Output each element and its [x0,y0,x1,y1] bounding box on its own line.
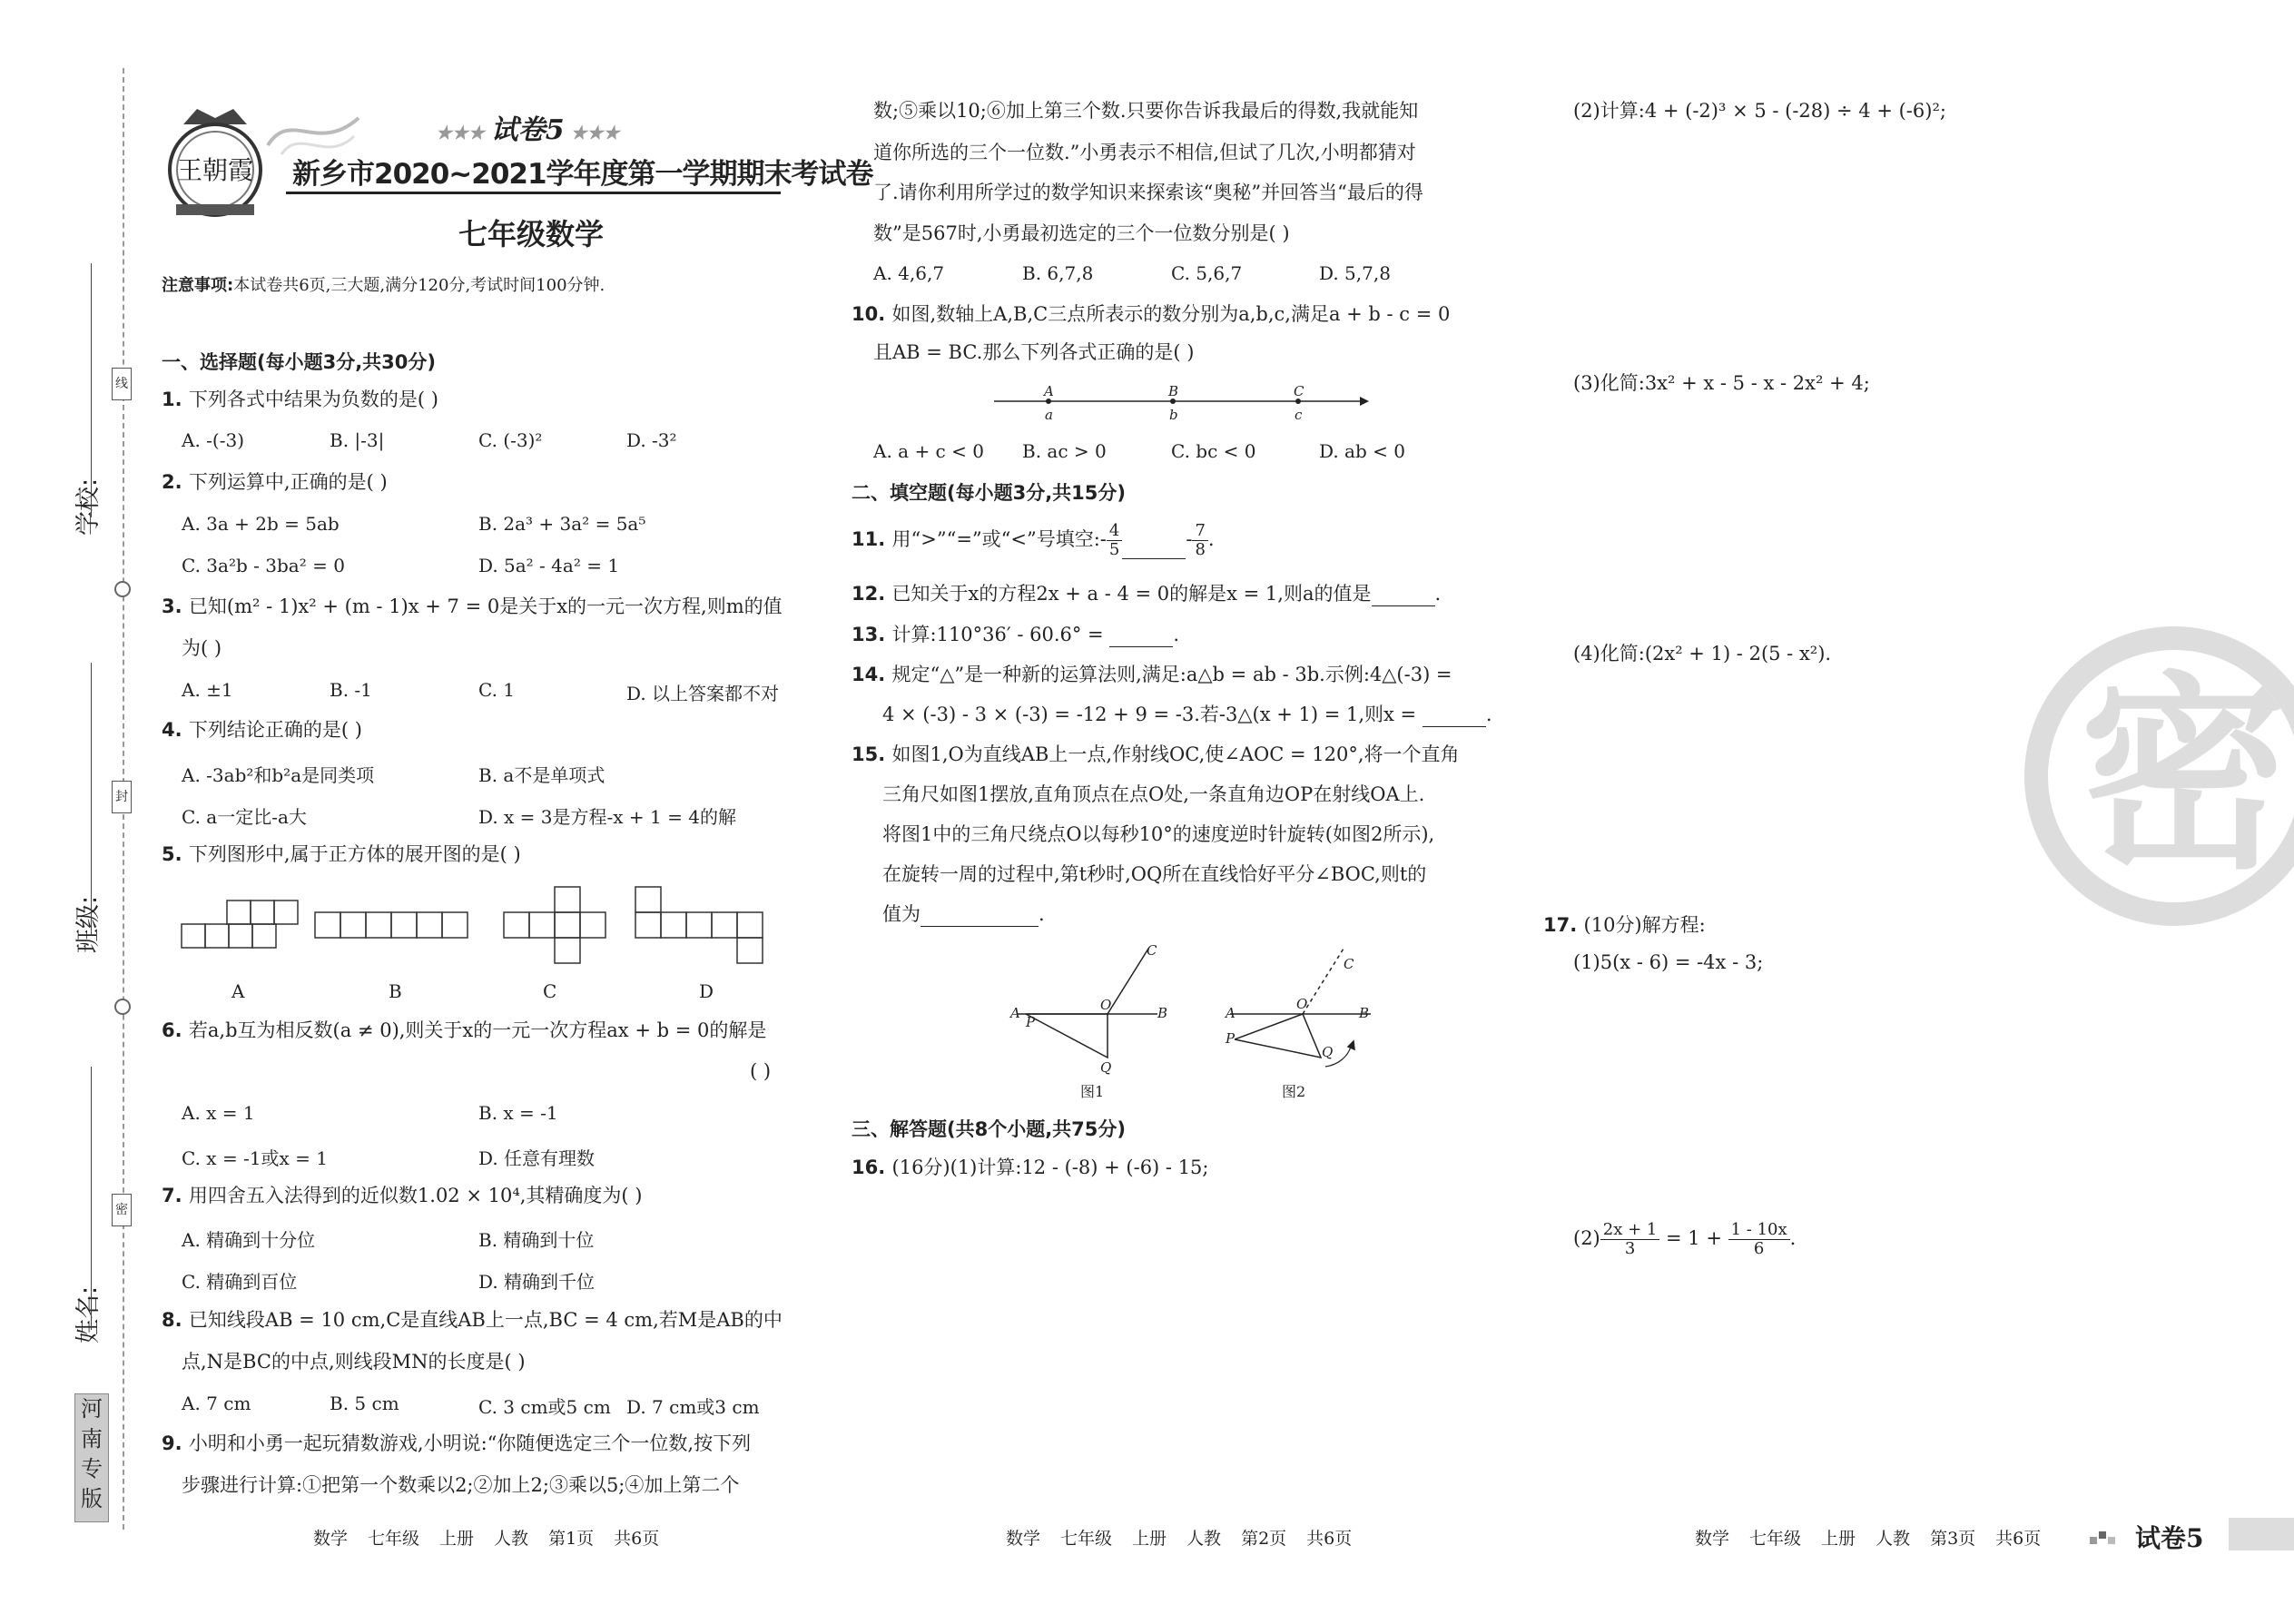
notice-label: 注意事项: [162,276,234,295]
q14-blank[interactable] [1423,708,1486,727]
class-label: 班级: [74,895,103,953]
q3-stem-2: 为( ) [182,637,222,659]
q10-option-d: D. ab < 0 [1319,440,1405,462]
q9-option-b: B. 6,7,8 [1022,262,1094,284]
name-label: 姓名: [74,1285,103,1343]
province-char: 南 [81,1426,103,1452]
province-tag [74,1393,109,1522]
q4-option-b: B. a不是单项式 [478,764,605,786]
q10-option-b: B. ac > 0 [1022,440,1107,462]
axis-label-A: A [1044,383,1054,399]
q9-option-a: A. 4,6,7 [873,262,945,284]
q11-stem: 11. 用“>”“=”或“<”号填空:- $\frac{4}{5}$ - $\frac{7}{8}$ . [852,521,1215,559]
q3-option-c: C. 1 [478,679,516,701]
q2-option-b: B. 2a³ + 3a² = 5a⁵ [478,513,646,535]
axis-label-B: B [1168,383,1179,399]
q5-stem: 5. 下列图形中,属于正方体的展开图的是( ) [162,843,521,865]
q14-stem-2: 4 × (-3) - 3 × (-3) = -12 + 9 = -3.若-3△(x + 1) = 1,则x = . [882,704,1492,725]
class-line [91,663,92,935]
q1-option-c: C. (-3)² [478,429,543,451]
footer-tag-decor [2088,1528,2124,1546]
q8-option-a: A. 7 cm [182,1393,251,1414]
q6-option-c: C. x = -1或x = 1 [182,1147,329,1169]
svg-text:王朝霞: 王朝霞 [176,155,254,185]
fig1-label-C: C [1147,942,1157,959]
q9-stem-5: 了.请你利用所学过的数学知识来探索该“奥秘”并回答当“最后的得 [873,182,1423,203]
section3-title: 三、解答题(共8个小题,共75分) [852,1118,1127,1140]
footer-gray-bar [2229,1518,2294,1550]
name-line [91,1067,92,1330]
q3-option-a: A. ±1 [182,679,233,701]
subject-title: 七年级数学 [458,217,605,251]
q4-option-c: C. a一定比-a大 [182,806,307,828]
q6-paren: ( ) [750,1060,772,1082]
q2-stem: 2. 下列运算中,正确的是( ) [162,471,388,493]
watermark-char: 密 [2080,655,2289,898]
q10-stem: 10. 如图,数轴上A,B,C三点所表示的数分别为a,b,c,满足a + b - c = 0 [852,303,1451,325]
q9-stem-3: 数;⑤乘以10;⑥加上第三个数.只要你告诉我最后的得数,我就能知 [873,100,1419,122]
q13-stem: 13. 计算:110°36′ - 60.6° = . [852,624,1180,645]
fig2-label-B: B [1359,1005,1370,1021]
fig1-label-P: P [1026,1014,1036,1030]
q15-stem-4: 在旋转一周的过程中,第t秒时,OQ所在直线恰好平分∠BOC,则t的 [882,863,1427,885]
q9-stem-6: 数”是567时,小勇最初选定的三个一位数分别是( ) [873,222,1290,244]
q7-option-d: D. 精确到千位 [478,1271,596,1293]
province-char: 河 [81,1396,103,1422]
q7-option-a: A. 精确到十分位 [182,1229,316,1251]
q15-stem-3: 将图1中的三角尺绕点O以每秒10°的速度逆时针旋转(如图2所示), [882,823,1435,845]
q15-stem-2: 三角尺如图1摆放,直角顶点在点O处,一条直角边OP在射线OA上. [882,783,1425,805]
province-char: 版 [81,1486,103,1511]
q12-stem: 12. 已知关于x的方程2x + a - 4 = 0的解是x = 1,则a的值是 . [852,583,1442,605]
q3-stem: 3. 已知(m² - 1)x² + (m - 1)x + 7 = 0是关于x的一元一次方程,则m的值 [162,595,783,617]
q4-option-a: A. -3ab²和b²a是同类项 [182,764,375,786]
q10-option-c: C. bc < 0 [1171,440,1256,462]
q17-part-2: (2) $\frac{2x + 1}{3}$ = 1 + $\frac{1 - 10x}{6}$ . [1573,1220,1797,1258]
q2-option-a: A. 3a + 2b = 5ab [182,513,340,535]
q5-label-a: A [231,980,245,1002]
footer-paper-tag: 试卷5 [2135,1523,2204,1553]
notice [162,272,605,296]
fig2-label-P: P [1226,1030,1236,1047]
q16-part-2: (2)计算:4 + (-2)³ × 5 - (-28) ÷ 4 + (-6)²; [1573,100,1946,122]
q6-option-a: A. x = 1 [182,1102,255,1124]
q5-label-b: B [389,980,402,1002]
fig1-label-O: O [1100,997,1112,1013]
q11-fraction-1: $\frac{4}{5}$ [1107,522,1122,559]
q11-fraction-2: $\frac{7}{8}$ [1192,522,1207,559]
fig1-label-A: A [1010,1005,1020,1021]
axis-label-a: a [1045,407,1053,423]
school-label: 学校: [74,477,103,536]
q6-stem: 6. 若a,b互为相反数(a ≠ 0),则关于x的一元一次方程ax + b = 0的解是 [162,1019,767,1041]
q17-fraction-2: $\frac{1 - 10x}{6}$ [1728,1221,1790,1258]
q3-option-b: B. -1 [330,679,372,701]
fig2-caption: 图2 [1282,1083,1306,1100]
fig2-label-A: A [1226,1005,1236,1021]
q10-option-a: A. a + c < 0 [873,440,984,462]
province-char: 专 [81,1456,103,1481]
mark-line: 线 [112,368,132,400]
q7-stem: 7. 用四舍五入法得到的近似数1.02 × 10⁴,其精确度为( ) [162,1185,643,1206]
axis-label-C: C [1294,383,1305,399]
q17-head: 17. (10分)解方程: [1543,914,1706,936]
footer-page-1: 数学 七年级 上册 人教 第1页 共6页 [313,1529,660,1549]
watermark-seal [2024,626,2294,926]
school-line [91,263,92,517]
q1-option-b: B. |-3| [330,429,385,451]
axis-label-c: c [1295,407,1303,423]
axis-label-b: b [1169,407,1178,423]
q5-cube-nets [177,885,776,976]
q7-option-c: C. 精确到百位 [182,1271,298,1293]
q17-fraction-1: $\frac{2x + 1}{3}$ [1600,1221,1660,1258]
fig1-label-Q: Q [1100,1059,1112,1076]
ring-hole-1 [114,581,131,597]
footer-page-2: 数学 七年级 上册 人教 第2页 共6页 [1006,1529,1353,1549]
notice-text: 本试卷共6页,三大题,满分120分,考试时间100分钟. [233,276,605,295]
q8-option-d: D. 7 cm或3 cm [626,1396,760,1418]
mark-close: 密 [112,1194,132,1226]
q10-stem-2: 且AB = BC.那么下列各式正确的是( ) [873,341,1195,363]
q15-stem-5: 值为 . [882,903,1045,925]
ring-hole-2 [114,999,131,1015]
q16-part-4: (4)化简:(2x² + 1) - 2(5 - x²). [1573,643,1832,664]
q7-option-b: B. 精确到十位 [478,1229,595,1251]
q16-head: 16. (16分)(1)计算:12 - (-8) + (-6) - 15; [852,1156,1209,1178]
q12-blank[interactable] [1372,587,1435,606]
q9-stem-2: 步骤进行计算:①把第一个数乘以2;②加上2;③乘以5;④加上第二个 [182,1474,740,1496]
q8-stem-2: 点,N是BC的中点,则线段MN的长度是( ) [182,1351,526,1373]
q9-stem-4: 道你所选的三个一位数.”小勇表示不相信,但试了几次,小明都猜对 [873,142,1416,163]
q9-stem: 9. 小明和小勇一起玩猜数游戏,小明说:“你随便选定三个一位数,按下列 [162,1432,752,1454]
fig1-caption: 图1 [1080,1083,1105,1100]
q1-option-d: D. -3² [626,429,677,451]
exam-title: 新乡市2020~2021学年度第一学期期末考试卷 [292,158,873,191]
q15-blank[interactable] [921,908,1039,927]
q2-option-d: D. 5a² - 4a² = 1 [478,555,620,576]
publisher-logo [156,104,274,218]
section1-title: 一、选择题(每小题3分,共30分) [162,351,437,373]
q17-part-1: (1)5(x - 6) = -4x - 3; [1573,951,1764,973]
q8-stem: 8. 已知线段AB = 10 cm,C是直线AB上一点,BC = 4 cm,若M是AB的中 [162,1309,783,1331]
fig1-label-B: B [1157,1005,1168,1021]
q9-option-c: C. 5,6,7 [1171,262,1243,284]
q15-stem: 15. 如图1,O为直线AB上一点,作射线OC,使∠AOC = 120°,将一个直角 [852,743,1460,765]
footer-page-3: 数学 七年级 上册 人教 第3页 共6页 [1695,1529,2042,1549]
q11-blank[interactable] [1122,540,1186,559]
q13-blank[interactable] [1109,628,1173,647]
paper-label-text: 试卷5 [490,114,565,146]
q9-option-d: D. 5,7,8 [1319,262,1391,284]
q5-label-d: D [699,980,714,1002]
mark-seal: 封 [112,781,132,813]
q6-option-d: D. 任意有理数 [478,1147,596,1169]
q8-option-b: B. 5 cm [330,1393,399,1414]
q6-option-b: B. x = -1 [478,1102,558,1124]
paper-label: ★★★ 试卷5 ★★★ [436,114,620,146]
q4-stem: 4. 下列结论正确的是( ) [162,719,362,741]
fig2-label-Q: Q [1322,1044,1334,1060]
q2-option-c: C. 3a²b - 3ba² = 0 [182,555,345,576]
q1-stem: 1. 下列各式中结果为负数的是( ) [162,389,438,410]
q5-label-c: C [543,980,557,1002]
q16-part-3: (3)化简:3x² + x - 5 - x - 2x² + 4; [1573,372,1870,394]
q4-option-d: D. x = 3是方程-x + 1 = 4的解 [478,806,736,828]
q8-option-c: C. 3 cm或5 cm [478,1396,611,1418]
q3-option-d: D. 以上答案都不对 [626,683,780,704]
q1-option-a: A. -(-3) [182,429,245,451]
fig2-label-C: C [1344,956,1354,972]
section2-title: 二、填空题(每小题3分,共15分) [852,482,1127,504]
fig2-label-O: O [1296,996,1308,1012]
q14-stem: 14. 规定“△”是一种新的运算法则,满足:a△b = ab - 3b.示例:4△(-3) = [852,664,1452,685]
